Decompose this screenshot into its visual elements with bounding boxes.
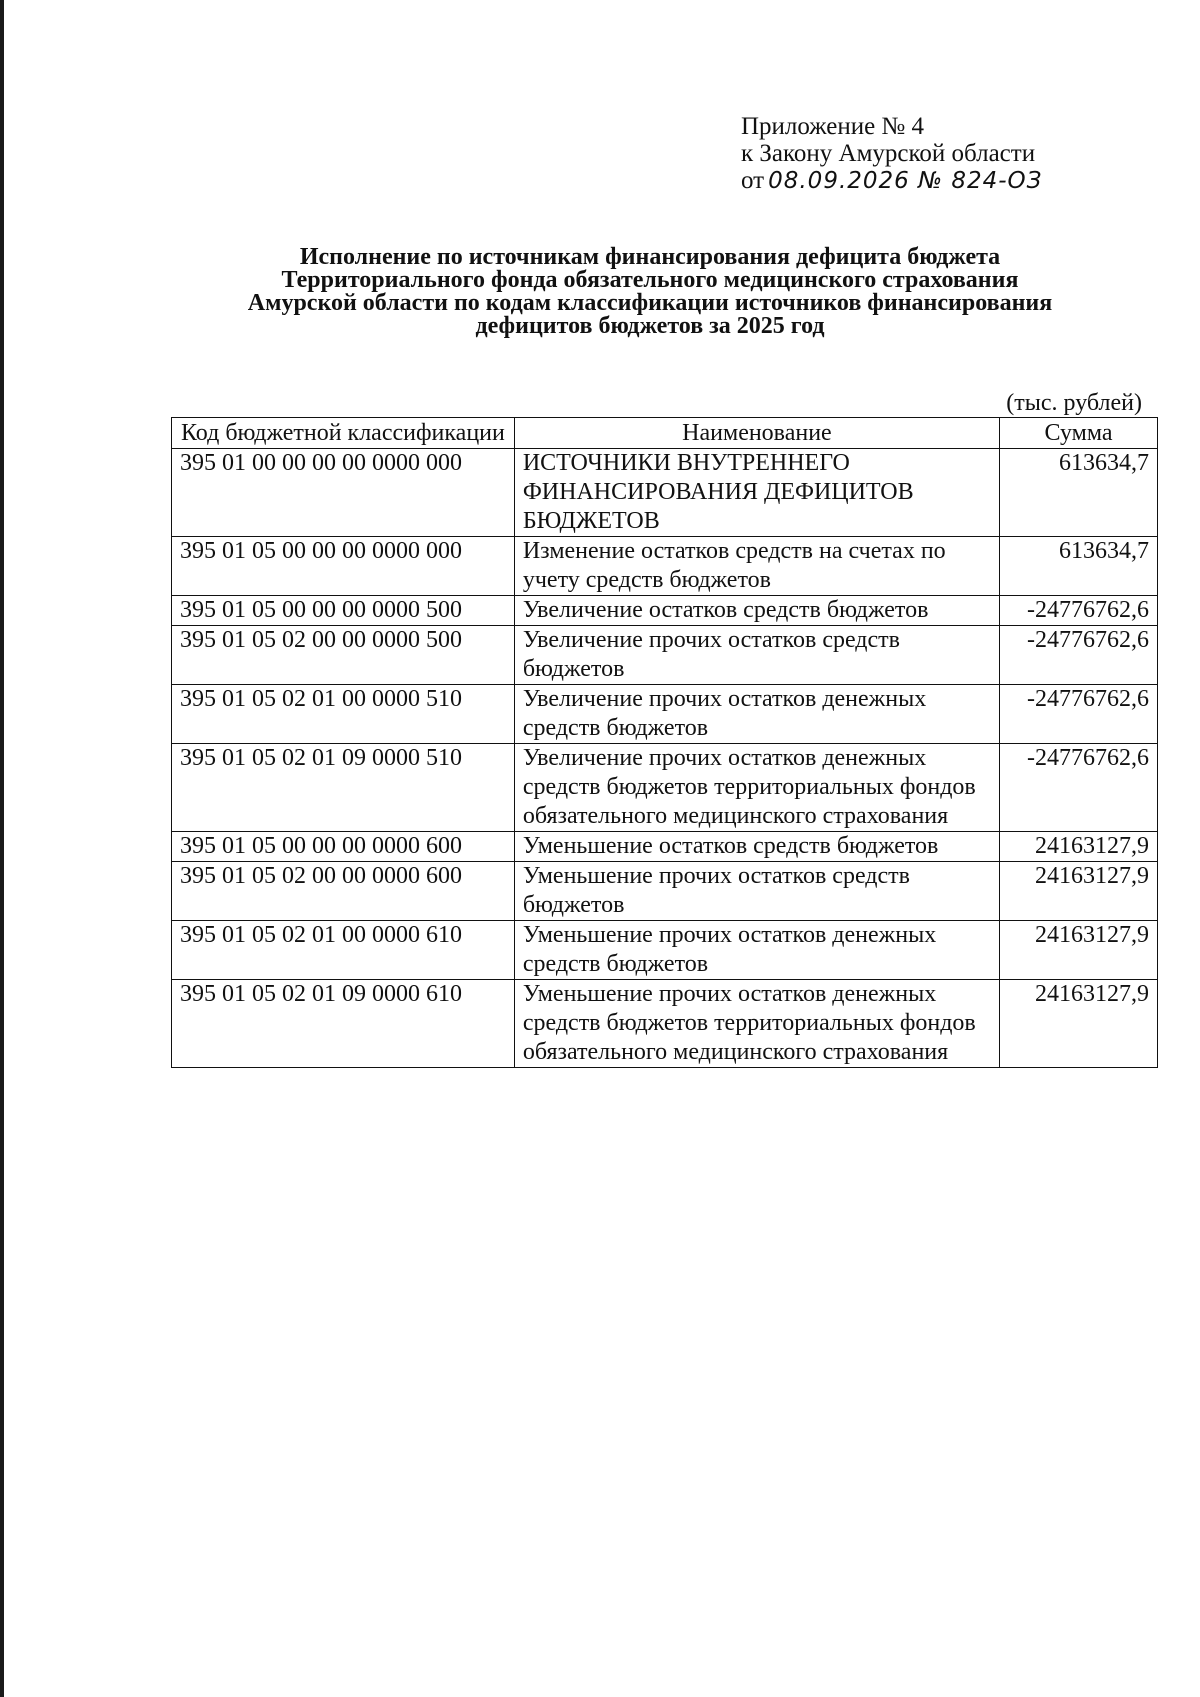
amount-cell: 613634,7 bbox=[1000, 449, 1158, 537]
attachment-line-2: к Закону Амурской области bbox=[741, 140, 1036, 167]
name-cell: Уменьшение прочих остатков средств бюджетов bbox=[514, 862, 999, 921]
table-row bbox=[172, 626, 1158, 685]
amount-cell: 24163127,9 bbox=[1000, 921, 1158, 980]
code-cell: 395 01 05 00 00 00 0000 600 bbox=[172, 832, 515, 862]
code-cell: 395 01 05 02 01 09 0000 510 bbox=[172, 744, 515, 832]
amount-cell: 24163127,9 bbox=[1000, 980, 1158, 1068]
attachment-prefix: от bbox=[741, 167, 765, 194]
column-header-code: Код бюджетной классификации bbox=[172, 418, 515, 449]
amount-cell: 24163127,9 bbox=[1000, 862, 1158, 921]
code-cell: 395 01 05 00 00 00 0000 000 bbox=[172, 537, 515, 596]
table-header-row bbox=[172, 418, 1158, 449]
name-cell: Увеличение прочих остатков денежных средств бюджетов bbox=[514, 685, 999, 744]
table-row bbox=[172, 744, 1158, 832]
table-row bbox=[172, 537, 1158, 596]
amount-cell: -24776762,6 bbox=[1000, 596, 1158, 626]
title-line-2: Территориального фонда обязательного медицинского страхования bbox=[281, 267, 1019, 293]
document-title bbox=[150, 246, 1150, 338]
table-row bbox=[172, 596, 1158, 626]
column-header-amount: Сумма bbox=[1000, 418, 1158, 449]
column-header-name: Наименование bbox=[514, 418, 999, 449]
title-line-1: Исполнение по источникам финансирования дефицита бюджета bbox=[299, 244, 1001, 270]
name-cell: Увеличение остатков средств бюджетов bbox=[514, 596, 999, 626]
table-row bbox=[172, 862, 1158, 921]
title-line-3: Амурской области по кодам классификации источников финансирования bbox=[247, 290, 1053, 316]
name-cell: Изменение остатков средств на счетах по учету средств бюджетов bbox=[514, 537, 999, 596]
code-cell: 395 01 05 02 01 00 0000 510 bbox=[172, 685, 515, 744]
amount-cell: 613634,7 bbox=[1000, 537, 1158, 596]
name-cell: Уменьшение прочих остатков денежных средств бюджетов bbox=[514, 921, 999, 980]
handwritten-date-number: 08.09.2026 № 824-ОЗ bbox=[768, 168, 1043, 194]
table-row bbox=[172, 449, 1158, 537]
table-row bbox=[172, 832, 1158, 862]
code-cell: 395 01 05 02 00 00 0000 500 bbox=[172, 626, 515, 685]
attachment-line-3 bbox=[741, 167, 1042, 195]
code-cell: 395 01 05 02 00 00 0000 600 bbox=[172, 862, 515, 921]
attachment-line-1: Приложение № 4 bbox=[741, 113, 925, 140]
table-row bbox=[172, 685, 1158, 744]
scan-edge bbox=[0, 0, 4, 1697]
units-label: (тыс. рублей) bbox=[1006, 390, 1142, 416]
name-cell: Увеличение прочих остатков средств бюджетов bbox=[514, 626, 999, 685]
code-cell: 395 01 05 02 01 09 0000 610 bbox=[172, 980, 515, 1068]
name-cell: ИСТОЧНИКИ ВНУТРЕННЕГО ФИНАНСИРОВАНИЯ ДЕФИЦИТОВ БЮДЖЕТОВ bbox=[514, 449, 999, 537]
code-cell: 395 01 00 00 00 00 0000 000 bbox=[172, 449, 515, 537]
name-cell: Уменьшение остатков средств бюджетов bbox=[514, 832, 999, 862]
table-row bbox=[172, 980, 1158, 1068]
budget-sources-table bbox=[171, 417, 1158, 1068]
amount-cell: 24163127,9 bbox=[1000, 832, 1158, 862]
amount-cell: -24776762,6 bbox=[1000, 626, 1158, 685]
code-cell: 395 01 05 00 00 00 0000 500 bbox=[172, 596, 515, 626]
name-cell: Уменьшение прочих остатков денежных средств бюджетов территориальных фондов обязательного медицинского страхования bbox=[514, 980, 999, 1068]
table-row bbox=[172, 921, 1158, 980]
amount-cell: -24776762,6 bbox=[1000, 744, 1158, 832]
title-line-4: дефицитов бюджетов за 2025 год bbox=[475, 313, 825, 339]
amount-cell: -24776762,6 bbox=[1000, 685, 1158, 744]
name-cell: Увеличение прочих остатков денежных средств бюджетов территориальных фондов обязательного медицинского страхования bbox=[514, 744, 999, 832]
attachment-note bbox=[741, 113, 1042, 195]
code-cell: 395 01 05 02 01 00 0000 610 bbox=[172, 921, 515, 980]
